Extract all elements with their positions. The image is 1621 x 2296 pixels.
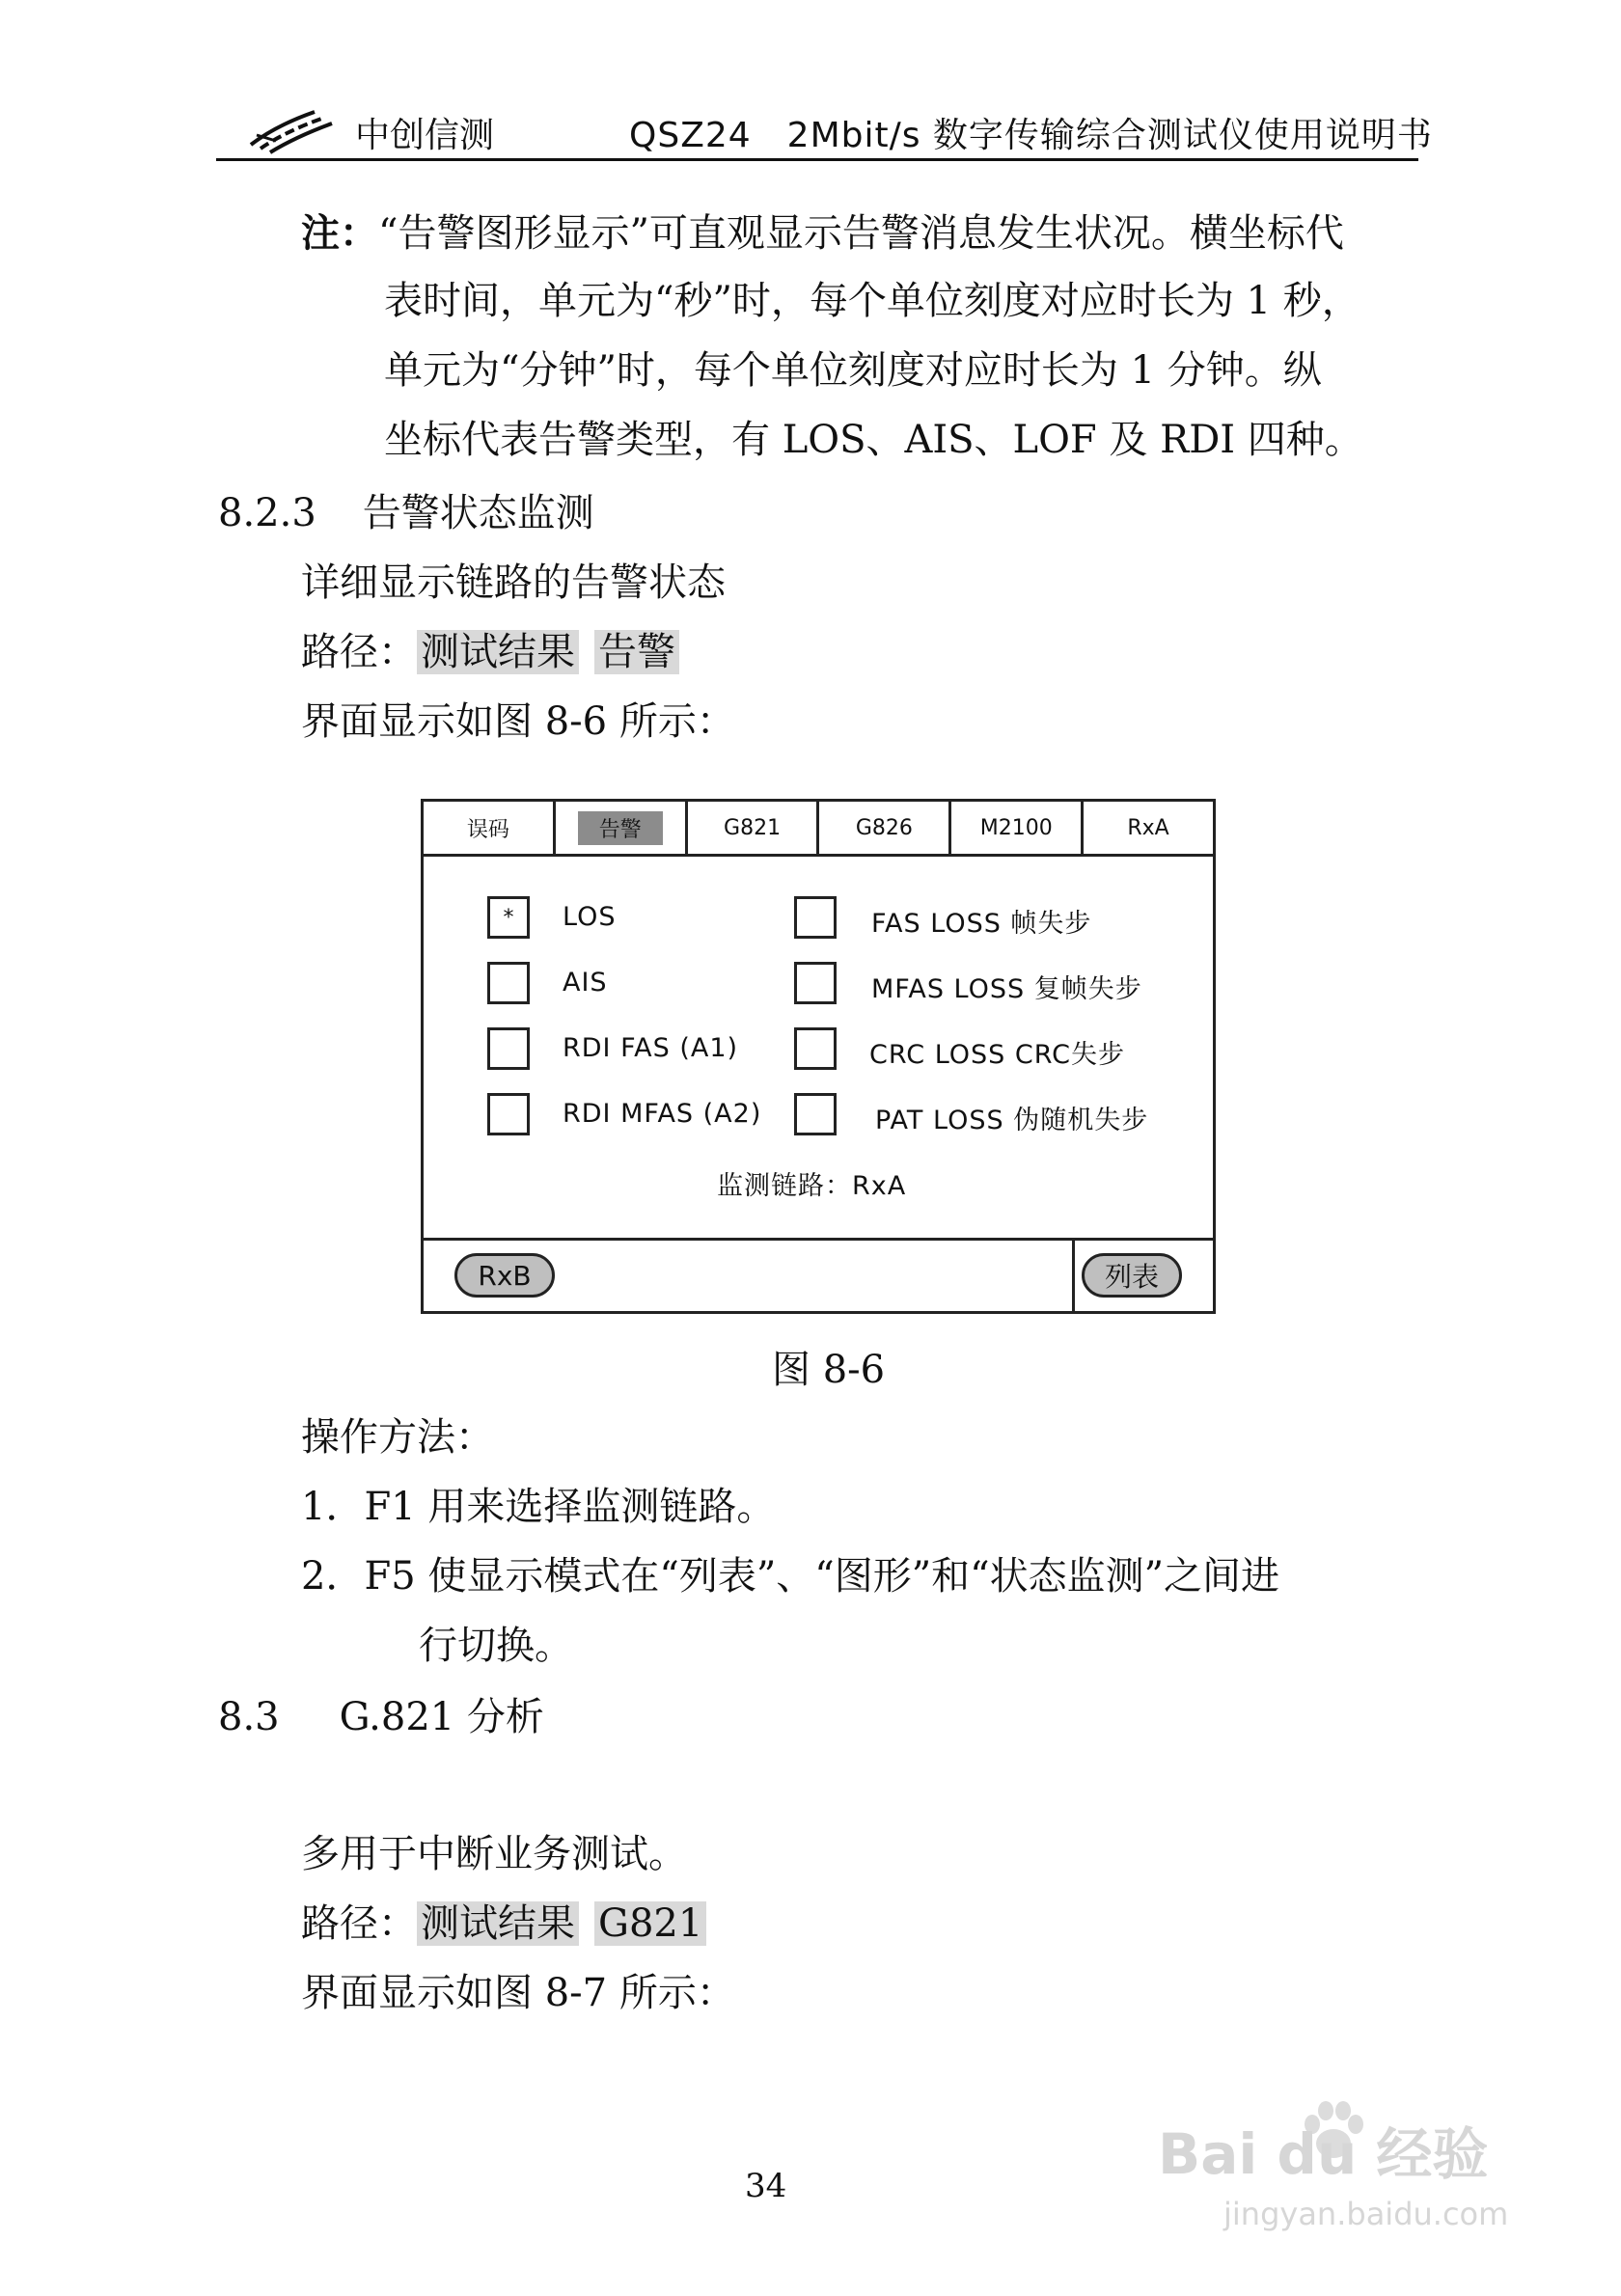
list-button[interactable]: 列表 [1082,1253,1182,1298]
page-number: 34 [745,2167,787,2205]
path-item: 测试结果 [417,1901,579,1946]
alarm-checkbox-crc-loss[interactable] [794,1027,837,1070]
alarm-status-screen [421,799,1216,1314]
alarm-label-crc-loss: CRC LOSS CRC失步 [869,1040,1126,1070]
watermark-brand: Bai du 经验 [1158,2121,1489,2187]
operation-step-2-line-1: 2．F5 使显示模式在“列表”、“图形”和“状态监测”之间进 [301,1554,1280,1599]
alarm-checkbox-rdi-mfas[interactable] [487,1093,530,1135]
tab-bit-error[interactable]: 误码 [424,802,556,854]
section-83-desc: 多用于中断业务测试。 [301,1832,687,1876]
alarm-checkbox-mfas-loss[interactable] [794,962,837,1004]
alarm-checkbox-los[interactable]: * [487,896,530,939]
alarm-label-los: LOS [563,902,617,932]
section-823-heading: 8.2.3 告警状态监测 [218,491,594,535]
tab-m2100[interactable]: M2100 [951,802,1084,854]
section-823-figure-ref: 界面显示如图 8-6 所示： [301,699,735,744]
screen-tab-bar [424,802,1213,857]
alarm-label-ais: AIS [563,968,608,998]
tab-g826[interactable]: G826 [819,802,951,854]
section-823-desc: 详细显示链路的告警状态 [301,560,726,605]
tab-alarm[interactable]: 告警 [556,802,688,854]
note-label: 注： [301,210,378,256]
note-line-2: 表时间，单元为“秒”时，每个单位刻度对应时长为 1 秒， [384,279,1360,323]
alarm-checkbox-rdi-fas[interactable] [487,1027,530,1070]
note-line-4: 坐标代表告警类型，有 LOS、AIS、LOF 及 RDI 四种。 [384,418,1363,462]
alarm-label-rdi-fas: RDI FAS (A1) [563,1033,739,1063]
section-83-path: 路径： 测试结果 G821 [301,1900,706,1947]
path-item: 告警 [594,630,679,674]
alarm-checkbox-fas-loss[interactable] [794,896,837,939]
rxb-button[interactable]: RxB [454,1253,555,1298]
screen-bottom-rule [424,1238,1213,1241]
section-83-heading: 8.3 G.821 分析 [218,1695,544,1739]
alarm-checkbox-pat-loss[interactable] [794,1093,837,1135]
company-logo-icon [247,106,334,154]
path-item: 测试结果 [417,630,579,674]
note-line-1: 注：“告警图形显示”可直观显示告警消息发生状况。横坐标代 [301,210,1344,256]
figure-caption: 图 8-6 [772,1348,886,1392]
watermark-url: jingyan.baidu.com [1223,2196,1509,2232]
monitor-link-label: 监测链路：RxA [717,1171,907,1201]
header-rule [216,158,1418,161]
header-company: 中创信测 [355,116,495,155]
alarm-label-mfas-loss: MFAS LOSS 复帧失步 [871,974,1142,1004]
alarm-label-fas-loss: FAS LOSS 帧失步 [871,909,1092,939]
operation-title: 操作方法： [301,1415,494,1460]
alarm-label-rdi-mfas: RDI MFAS (A2) [563,1099,762,1129]
path-item: G821 [594,1901,706,1946]
alarm-label-pat-loss: PAT LOSS 伪随机失步 [875,1106,1149,1135]
note-line-3: 单元为“分钟”时，每个单位刻度对应时长为 1 分钟。纵 [384,348,1322,393]
alarm-checkbox-ais[interactable] [487,962,530,1004]
section-83-figure-ref: 界面显示如图 8-7 所示： [301,1971,735,2015]
operation-step-1: 1．F1 用来选择监测链路。 [301,1485,776,1529]
operation-step-2-line-2: 行切换。 [419,1624,573,1668]
section-823-path: 路径： 测试结果 告警 [301,629,679,675]
tab-rxa[interactable]: RxA [1127,815,1169,840]
header-title: QSZ24 2Mbit/s 数字传输综合测试仪使用说明书 [629,116,1433,155]
screen-bottom-divider [1072,1241,1075,1311]
tab-g821[interactable]: G821 [688,802,820,854]
